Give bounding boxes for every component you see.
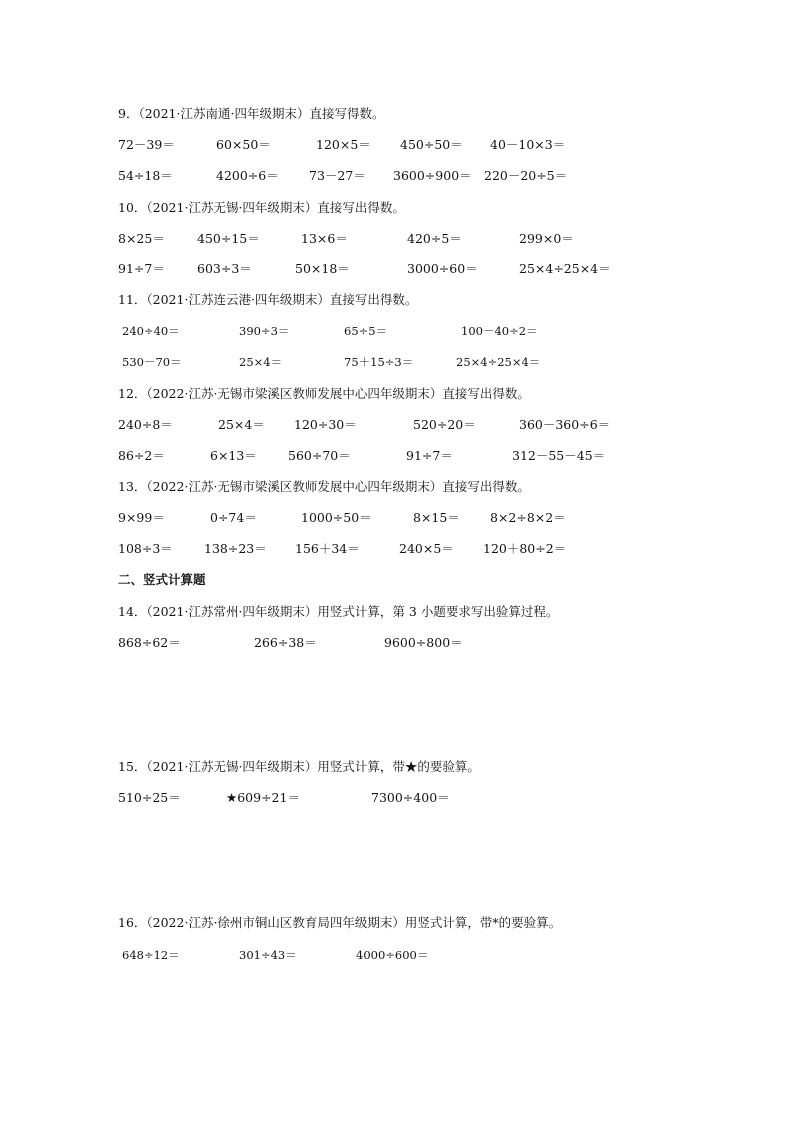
math-item: 108÷3＝ bbox=[118, 541, 173, 556]
problem-12-row-1 bbox=[0, 415, 794, 435]
math-item: 6×13＝ bbox=[210, 448, 257, 463]
math-item: 9600÷800＝ bbox=[384, 635, 463, 650]
math-item: 299×0＝ bbox=[519, 231, 574, 246]
problem-9-row-1 bbox=[0, 135, 794, 155]
math-item: ★609÷21＝ bbox=[226, 790, 300, 805]
math-item: 50×18＝ bbox=[295, 261, 350, 276]
math-item: 360－360÷6＝ bbox=[519, 417, 611, 432]
math-item: 65÷5＝ bbox=[344, 324, 388, 338]
math-item: 868÷62＝ bbox=[118, 635, 181, 650]
problem-10-row-1 bbox=[0, 229, 794, 249]
math-item: 54÷18＝ bbox=[118, 168, 173, 183]
math-item: 420÷5＝ bbox=[407, 231, 462, 246]
problem-13-row-2 bbox=[0, 539, 794, 559]
math-item: 301÷43＝ bbox=[239, 948, 297, 962]
math-item: 3600÷900＝ bbox=[393, 168, 472, 183]
math-item: 648÷12＝ bbox=[122, 948, 180, 962]
math-item: 156＋34＝ bbox=[295, 541, 360, 556]
math-item: 520÷20＝ bbox=[413, 417, 476, 432]
math-item: 8×15＝ bbox=[413, 510, 460, 525]
problem-15-title: 15．（2021·江苏无锡·四年级期末）用竖式计算，带★的要验算。 bbox=[118, 759, 480, 774]
math-item: 390÷3＝ bbox=[239, 324, 290, 338]
math-item: 60×50＝ bbox=[216, 137, 271, 152]
math-item: 220－20÷5＝ bbox=[484, 168, 568, 183]
problem-14-items bbox=[0, 633, 794, 653]
math-item: 91÷7＝ bbox=[406, 448, 453, 463]
math-item: 560÷70＝ bbox=[288, 448, 351, 463]
problem-10-row-2 bbox=[0, 259, 794, 279]
math-item: 3000÷60＝ bbox=[407, 261, 478, 276]
math-item: 8×2÷8×2＝ bbox=[490, 510, 566, 525]
math-item: 1000÷50＝ bbox=[301, 510, 372, 525]
problem-16-items bbox=[0, 945, 794, 965]
problem-11-row-1 bbox=[0, 321, 794, 341]
math-item: 7300÷400＝ bbox=[371, 790, 450, 805]
problem-11-row-2 bbox=[0, 352, 794, 372]
math-item: 266÷38＝ bbox=[254, 635, 317, 650]
problem-15-items bbox=[0, 788, 794, 808]
math-item: 8×25＝ bbox=[118, 231, 165, 246]
math-item: 73－27＝ bbox=[309, 168, 366, 183]
math-item: 0÷74＝ bbox=[210, 510, 257, 525]
math-item: 25×4÷25×4＝ bbox=[456, 355, 541, 369]
math-item: 13×6＝ bbox=[301, 231, 348, 246]
math-item: 530－70＝ bbox=[122, 355, 182, 369]
math-item: 240×5＝ bbox=[399, 541, 454, 556]
math-item: 312－55－45＝ bbox=[512, 448, 606, 463]
math-item: 72－39＝ bbox=[118, 137, 175, 152]
math-item: 25×4＝ bbox=[239, 355, 283, 369]
math-item: 9×99＝ bbox=[118, 510, 165, 525]
math-item: 138÷23＝ bbox=[204, 541, 267, 556]
problem-10-title: 10．（2021·江苏无锡·四年级期末）直接写出得数。 bbox=[118, 200, 405, 215]
problem-14-title: 14．（2021·江苏常州·四年级期末）用竖式计算，第 3 小题要求写出验算过程。 bbox=[118, 604, 559, 619]
problem-12-title: 12．（2022·江苏·无锡市梁溪区教师发展中心四年级期末）直接写出得数。 bbox=[118, 386, 530, 401]
math-item: 91÷7＝ bbox=[118, 261, 165, 276]
problem-9-row-2 bbox=[0, 166, 794, 186]
problem-11-title: 11．（2021·江苏连云港·四年级期末）直接写出得数。 bbox=[118, 292, 418, 307]
math-item: 450÷50＝ bbox=[400, 137, 463, 152]
math-item: 25×4＝ bbox=[218, 417, 265, 432]
math-item: 4200÷6＝ bbox=[216, 168, 279, 183]
math-item: 86÷2＝ bbox=[118, 448, 165, 463]
math-item: 510÷25＝ bbox=[118, 790, 181, 805]
math-item: 120＋80÷2＝ bbox=[483, 541, 567, 556]
math-item: 603÷3＝ bbox=[197, 261, 252, 276]
math-item: 75＋15÷3＝ bbox=[344, 355, 414, 369]
math-item: 120÷30＝ bbox=[294, 417, 357, 432]
problem-12-row-2 bbox=[0, 446, 794, 466]
math-item: 100－40÷2＝ bbox=[461, 324, 538, 338]
problem-13-row-1 bbox=[0, 508, 794, 528]
math-item: 240÷8＝ bbox=[118, 417, 173, 432]
problem-9-title: 9．（2021·江苏南通·四年级期末）直接写得数。 bbox=[118, 106, 385, 121]
math-item: 240÷40＝ bbox=[122, 324, 180, 338]
problem-16-title: 16．（2022·江苏·徐州市铜山区教育局四年级期末）用竖式计算，带*的要验算。 bbox=[118, 915, 562, 930]
problem-13-title: 13．（2022·江苏·无锡市梁溪区教师发展中心四年级期末）直接写出得数。 bbox=[118, 479, 530, 494]
math-item: 25×4÷25×4＝ bbox=[519, 261, 611, 276]
section-heading: 二、竖式计算题 bbox=[118, 572, 206, 587]
math-item: 40－10×3＝ bbox=[490, 137, 566, 152]
math-item: 4000÷600＝ bbox=[356, 948, 429, 962]
math-item: 120×5＝ bbox=[316, 137, 371, 152]
math-item: 450÷15＝ bbox=[197, 231, 260, 246]
